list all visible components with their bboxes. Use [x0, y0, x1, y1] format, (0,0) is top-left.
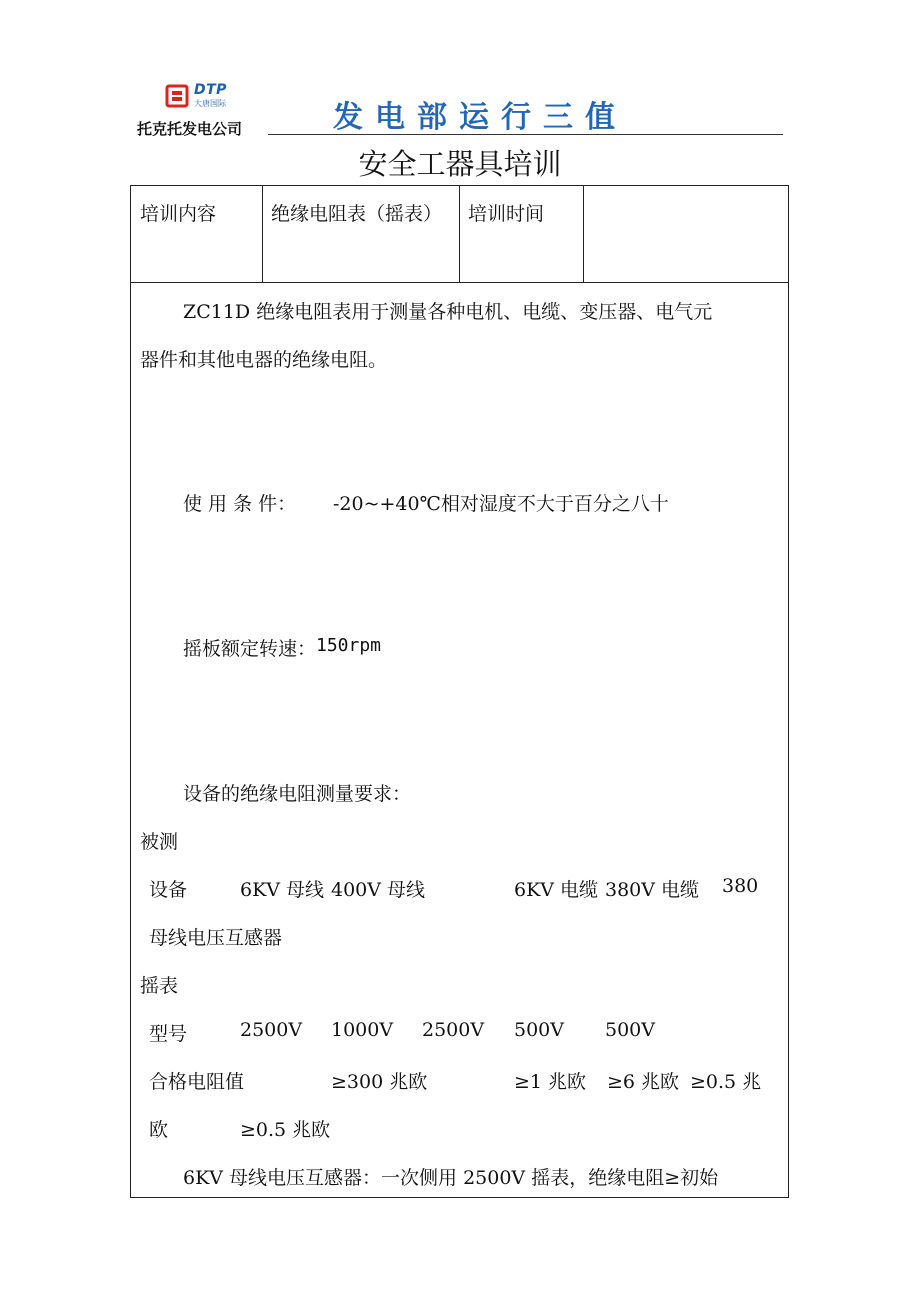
device-continued: 母线电压互感器	[149, 927, 283, 949]
table-column-divider	[262, 185, 263, 282]
pass-value: ≥0.5 兆	[690, 1071, 762, 1093]
megger-label: 摇表	[140, 975, 179, 997]
training-content-value: 绝缘电阻表（摇表）	[271, 203, 443, 225]
model-value: 2500V	[422, 1019, 485, 1041]
device-6kv-cable: 6KV 电缆	[514, 879, 599, 901]
logo-dtp-text: DTP	[194, 82, 227, 98]
intro-line-2: 器件和其他电器的绝缘电阻。	[140, 349, 388, 371]
pass-value: ≥6 兆欧	[607, 1071, 680, 1093]
table-column-divider	[583, 185, 584, 282]
pt-requirement-line: 6KV 母线电压互感器：一次侧用 2500V 摇表，绝缘电阻≥初始	[183, 1167, 719, 1189]
model-label: 型号	[149, 1023, 188, 1045]
model-value: 2500V	[240, 1019, 303, 1041]
device-380: 380	[722, 875, 759, 897]
content-table	[130, 185, 789, 1198]
header-divider	[268, 134, 783, 135]
model-value: 500V	[605, 1019, 655, 1041]
pass-value: ≥0.5 兆欧	[240, 1119, 331, 1141]
document-title: 安全工器具培训	[358, 147, 562, 181]
tested-label: 被测	[140, 831, 179, 853]
model-value: 500V	[514, 1019, 564, 1041]
intro-line-1: ZC11D 绝缘电阻表用于测量各种电机、电缆、变压器、电气元	[183, 301, 713, 323]
pass-value: ≥300 兆欧	[331, 1071, 428, 1093]
label-training-content: 培训内容	[140, 203, 217, 225]
model-value: 1000V	[331, 1019, 394, 1041]
device-380v-cable: 380V 电缆	[605, 879, 700, 901]
logo-subtitle: 大唐国际	[194, 99, 226, 108]
device-400v-bus: 400V 母线	[331, 879, 426, 901]
datang-logo-icon	[165, 84, 189, 108]
company-name: 托克托发电公司	[137, 120, 243, 138]
department-name: 发电部运行三值	[333, 100, 627, 135]
requirements-heading: 设备的绝缘电阻测量要求：	[183, 783, 412, 805]
speed-value: 150rpm	[316, 635, 382, 656]
label-training-time: 培训时间	[468, 203, 545, 225]
device-6kv-bus: 6KV 母线	[240, 879, 325, 901]
pass-resistance-label: 合格电阻值	[149, 1071, 245, 1093]
condition-value: -20~+40℃相对湿度不大于百分之八十	[333, 493, 669, 515]
table-row-divider	[130, 282, 789, 283]
speed-label: 摇板额定转速：	[183, 638, 317, 660]
pass-value-continued: 欧	[149, 1119, 169, 1141]
device-label: 设备	[149, 879, 188, 901]
condition-label: 使 用 条 件：	[183, 493, 297, 515]
table-column-divider	[459, 185, 460, 282]
pass-value: ≥1 兆欧	[514, 1071, 587, 1093]
company-logo	[137, 82, 277, 138]
